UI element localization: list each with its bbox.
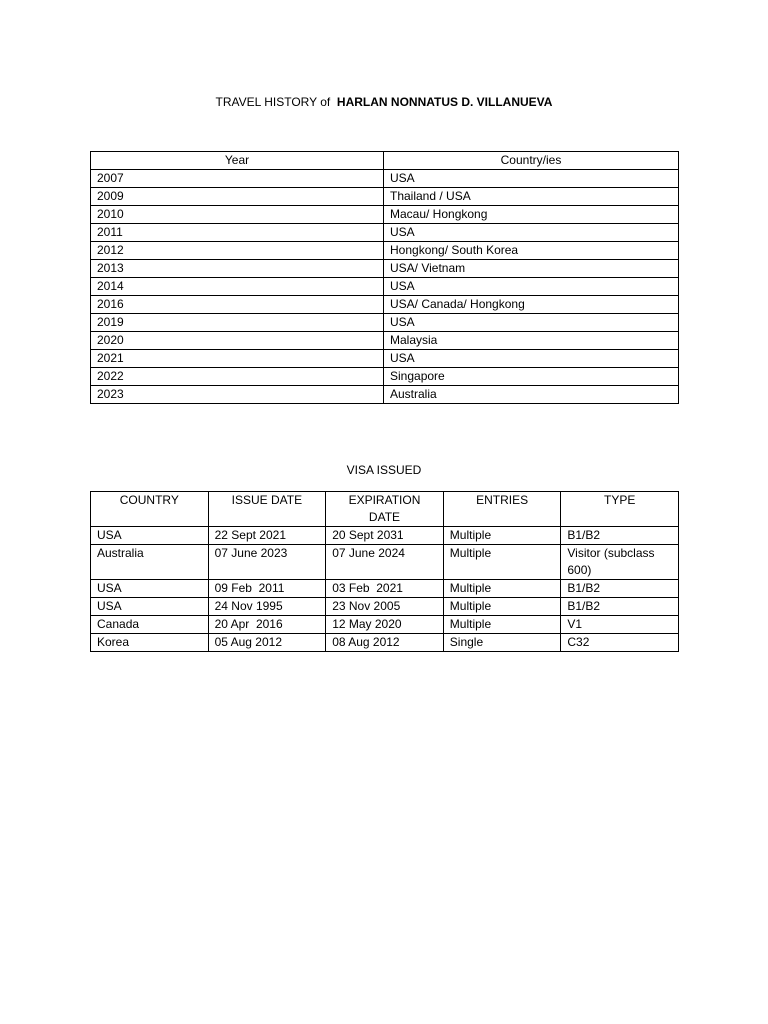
expiration-date-cell: 20 Sept 2031 — [326, 527, 444, 545]
expiration-date-cell: 08 Aug 2012 — [326, 634, 444, 652]
country-cell: Korea — [91, 634, 209, 652]
expiration-date-cell: 23 Nov 2005 — [326, 598, 444, 616]
table-row — [91, 314, 679, 332]
table-row — [91, 278, 679, 296]
table-header-row — [91, 492, 679, 527]
table-row — [91, 598, 679, 616]
issue-date-cell: 24 Nov 1995 — [208, 598, 326, 616]
year-cell: 2007 — [91, 170, 384, 188]
year-cell: 2022 — [91, 368, 384, 386]
country-cell: USA — [384, 350, 679, 368]
country-cell: USA — [91, 527, 209, 545]
visa-issued-table — [90, 491, 679, 652]
country-cell: USA — [384, 314, 679, 332]
column-header-issue-date: ISSUE DATE — [208, 492, 326, 527]
type-cell: B1/B2 — [561, 527, 679, 545]
issue-date-cell: 09 Feb 2011 — [208, 580, 326, 598]
year-cell: 2012 — [91, 242, 384, 260]
country-cell: USA — [91, 580, 209, 598]
year-cell: 2020 — [91, 332, 384, 350]
year-cell: 2014 — [91, 278, 384, 296]
table-row — [91, 386, 679, 404]
type-cell: B1/B2 — [561, 580, 679, 598]
entries-cell: Multiple — [443, 545, 561, 580]
column-header-expiration-date: EXPIRATION DATE — [326, 492, 444, 527]
country-cell: USA — [384, 224, 679, 242]
year-cell: 2019 — [91, 314, 384, 332]
visa-section-heading: VISA ISSUED — [346, 463, 422, 477]
type-cell: B1/B2 — [561, 598, 679, 616]
country-cell: Canada — [91, 616, 209, 634]
year-cell: 2016 — [91, 296, 384, 314]
traveler-name: HARLAN NONNATUS D. VILLANUEVA — [336, 95, 553, 109]
year-cell: 2013 — [91, 260, 384, 278]
entries-cell: Multiple — [443, 616, 561, 634]
table-row — [91, 242, 679, 260]
title-prefix: TRAVEL HISTORY of — [215, 95, 331, 109]
table-row — [91, 616, 679, 634]
table-row — [91, 188, 679, 206]
document-title — [0, 95, 768, 109]
table-row — [91, 350, 679, 368]
type-cell: C32 — [561, 634, 679, 652]
country-cell: USA — [384, 278, 679, 296]
table-row — [91, 527, 679, 545]
column-header-type: TYPE — [561, 492, 679, 527]
table-row — [91, 634, 679, 652]
table-row — [91, 368, 679, 386]
country-cell: USA/ Vietnam — [384, 260, 679, 278]
table-row — [91, 580, 679, 598]
year-cell: 2021 — [91, 350, 384, 368]
country-cell: Singapore — [384, 368, 679, 386]
country-cell: Macau/ Hongkong — [384, 206, 679, 224]
type-cell: V1 — [561, 616, 679, 634]
column-header-countries: Country/ies — [384, 152, 679, 170]
entries-cell: Single — [443, 634, 561, 652]
year-cell: 2023 — [91, 386, 384, 404]
table-row — [91, 296, 679, 314]
table-header-row — [91, 152, 679, 170]
entries-cell: Multiple — [443, 598, 561, 616]
country-cell: Malaysia — [384, 332, 679, 350]
column-header-country: COUNTRY — [91, 492, 209, 527]
issue-date-cell: 05 Aug 2012 — [208, 634, 326, 652]
country-cell: USA — [384, 170, 679, 188]
table-row — [91, 545, 679, 580]
expiration-date-cell: 03 Feb 2021 — [326, 580, 444, 598]
entries-cell: Multiple — [443, 527, 561, 545]
type-cell: Visitor (subclass 600) — [561, 545, 679, 580]
table-row — [91, 260, 679, 278]
country-cell: Australia — [91, 545, 209, 580]
expiration-date-cell: 12 May 2020 — [326, 616, 444, 634]
country-cell: Australia — [384, 386, 679, 404]
country-cell: Thailand / USA — [384, 188, 679, 206]
year-cell: 2009 — [91, 188, 384, 206]
year-cell: 2011 — [91, 224, 384, 242]
table-row — [91, 332, 679, 350]
column-header-entries: ENTRIES — [443, 492, 561, 527]
entries-cell: Multiple — [443, 580, 561, 598]
expiration-date-cell: 07 June 2024 — [326, 545, 444, 580]
travel-history-table — [90, 151, 679, 404]
country-cell: USA/ Canada/ Hongkong — [384, 296, 679, 314]
table-row — [91, 224, 679, 242]
country-cell: USA — [91, 598, 209, 616]
column-header-year: Year — [91, 152, 384, 170]
year-cell: 2010 — [91, 206, 384, 224]
issue-date-cell: 22 Sept 2021 — [208, 527, 326, 545]
table-row — [91, 170, 679, 188]
table-row — [91, 206, 679, 224]
country-cell: Hongkong/ South Korea — [384, 242, 679, 260]
issue-date-cell: 07 June 2023 — [208, 545, 326, 580]
issue-date-cell: 20 Apr 2016 — [208, 616, 326, 634]
